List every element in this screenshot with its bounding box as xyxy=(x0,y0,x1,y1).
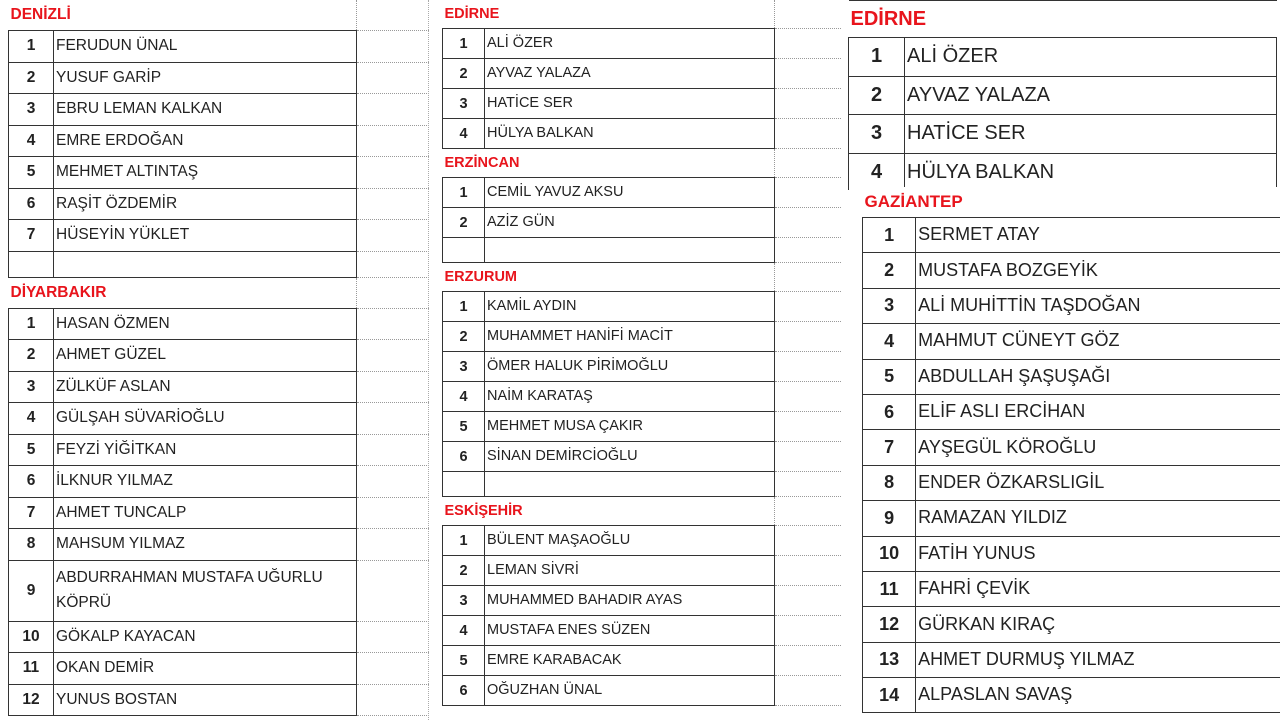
table-row: 1 ALİ ÖZER xyxy=(849,38,1277,77)
table-row: 4 MUSTAFA ENES SÜZEN xyxy=(443,616,843,646)
table-row: 13 AHMET DURMUŞ YILMAZ xyxy=(863,642,1280,677)
section-eskisehir xyxy=(443,497,843,706)
table-row: 7 AYŞEGÜL KÖROĞLU xyxy=(863,430,1280,465)
table-row: 2 AYVAZ YALAZA xyxy=(849,76,1277,115)
table-row: 11 OKAN DEMİR xyxy=(9,653,431,685)
table-row: 5 FEYZİ YİĞİTKAN xyxy=(9,434,431,466)
table-row: 2 YUSUF GARİP xyxy=(9,62,431,94)
table-row: 8 MAHSUM YILMAZ xyxy=(9,529,431,561)
section-erzurum xyxy=(443,263,843,497)
table-row: 5 MEHMET ALTINTAŞ xyxy=(9,157,431,189)
candidate-list-right-bottom xyxy=(860,187,1280,720)
candidate-list-middle xyxy=(437,0,842,720)
table-row: 6 ELİF ASLI ERCİHAN xyxy=(863,394,1280,429)
blank-row xyxy=(9,251,431,277)
section-title-edirne-zoom: EDİRNE xyxy=(849,1,1277,38)
table-row: 6 İLKNUR YILMAZ xyxy=(9,466,431,498)
table-row: 14 ALPASLAN SAVAŞ xyxy=(863,678,1280,713)
table-row: 4 EMRE ERDOĞAN xyxy=(9,125,431,157)
table-row: 5 ABDULLAH ŞAŞUŞAĞI xyxy=(863,359,1280,394)
table-row: 5 MEHMET MUSA ÇAKIR xyxy=(443,412,843,442)
table-row: 11 FAHRİ ÇEVİK xyxy=(863,571,1280,606)
table-row: 1 CEMİL YAVUZ AKSU xyxy=(443,178,843,208)
section-title-gaziantep: GAZİANTEP xyxy=(864,192,963,211)
section-title-diyarbakir: DİYARBAKIR xyxy=(10,283,107,301)
table-row: 3 EBRU LEMAN KALKAN xyxy=(9,94,431,126)
table-row: 4 NAİM KARATAŞ xyxy=(443,382,843,412)
table-row: 7 AHMET TUNCALP xyxy=(9,497,431,529)
section-title-erzurum: ERZURUM xyxy=(444,269,517,285)
table-row: 3 HATİCE SER xyxy=(849,115,1277,154)
table-row: 1 ALİ ÖZER xyxy=(443,29,843,59)
table-row: 3 ALİ MUHİTTİN TAŞDOĞAN xyxy=(863,288,1280,323)
section-edirne-zoom xyxy=(849,1,1277,191)
table-row: 4 HÜLYA BALKAN xyxy=(849,153,1277,190)
table-row: 12 YUNUS BOSTAN xyxy=(9,684,431,716)
table-row: 1 KAMİL AYDIN xyxy=(443,292,843,322)
table-row: 2 AZİZ GÜN xyxy=(443,208,843,238)
table-row: 4 HÜLYA BALKAN xyxy=(443,119,843,149)
blank-row xyxy=(443,238,843,263)
table-row: 3 ZÜLKÜF ASLAN xyxy=(9,371,431,403)
table-row: 3 MUHAMMED BAHADIR AYAS xyxy=(443,586,843,616)
blank-row xyxy=(443,472,843,497)
section-title-eskisehir: ESKİŞEHİR xyxy=(444,503,523,519)
table-row: 6 SİNAN DEMİRCİOĞLU xyxy=(443,442,843,472)
table-row: 10 FATİH YUNUS xyxy=(863,536,1280,571)
table-row: 12 GÜRKAN KIRAÇ xyxy=(863,607,1280,642)
candidate-list-left xyxy=(0,0,430,720)
table-row: 9 RAMAZAN YILDIZ xyxy=(863,501,1280,536)
table-row: 2 AHMET GÜZEL xyxy=(9,340,431,372)
table-row: 3 ÖMER HALUK PİRİMOĞLU xyxy=(443,352,843,382)
table-row: 5 EMRE KARABACAK xyxy=(443,646,843,676)
table-row: 3 HATİCE SER xyxy=(443,89,843,119)
section-denizli xyxy=(9,0,431,277)
table-row: 2 AYVAZ YALAZA xyxy=(443,59,843,89)
table-row: 1 HASAN ÖZMEN xyxy=(9,308,431,340)
table-row: 2 MUHAMMET HANİFİ MACİT xyxy=(443,322,843,352)
section-edirne xyxy=(443,0,843,149)
table-row: 2 MUSTAFA BOZGEYİK xyxy=(863,253,1280,288)
table-row: 1 FERUDUN ÜNAL xyxy=(9,31,431,63)
table-row: 2 LEMAN SİVRİ xyxy=(443,556,843,586)
section-gaziantep xyxy=(863,187,1280,713)
table-row: 6 OĞUZHAN ÜNAL xyxy=(443,676,843,706)
table-row: 9 ABDURRAHMAN MUSTAFA UĞURLU KÖPRÜ xyxy=(9,560,431,621)
table-row: 7 HÜSEYİN YÜKLET xyxy=(9,220,431,252)
table-row: 6 RAŞİT ÖZDEMİR xyxy=(9,188,431,220)
table-row: 4 MAHMUT CÜNEYT GÖZ xyxy=(863,324,1280,359)
section-title-denizli: DENİZLİ xyxy=(10,6,71,23)
section-diyarbakir xyxy=(9,277,431,716)
candidate-list-right-top xyxy=(848,0,1280,190)
section-title-erzincan: ERZİNCAN xyxy=(444,155,520,171)
table-row: 1 SERMET ATAY xyxy=(863,218,1280,253)
section-title-edirne: EDİRNE xyxy=(444,6,500,22)
table-row: 8 ENDER ÖZKARSLIGİL xyxy=(863,465,1280,500)
table-row: 1 BÜLENT MAŞAOĞLU xyxy=(443,526,843,556)
table-row: 10 GÖKALP KAYACAN xyxy=(9,621,431,653)
table-row: 4 GÜLŞAH SÜVARİOĞLU xyxy=(9,403,431,435)
section-erzincan xyxy=(443,149,843,263)
